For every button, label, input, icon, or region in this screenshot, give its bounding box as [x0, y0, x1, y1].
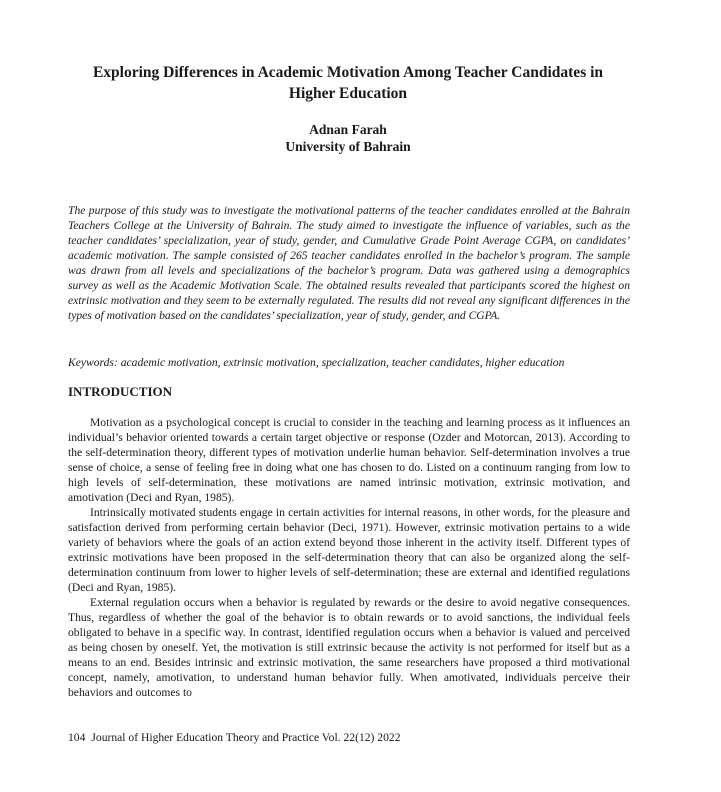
keywords: Keywords: academic motivation, extrinsic motivation, specialization, teacher candidates, higher education: [68, 356, 565, 369]
paper-title: [60, 62, 636, 104]
author-affiliation: University of Bahrain: [285, 139, 411, 154]
paper-title-line-2: Higher Education: [288, 85, 408, 102]
page-number: 104: [68, 731, 86, 744]
paper-title-line-1: Exploring Differences in Academic Motivation Among Teacher Candidates in: [92, 64, 604, 81]
body-paragraph-2: Intrinsically motivated students engage in certain activities for internal reasons, in other words, for the pleasure and satisfaction derived from performing certain behavior (Deci, 1971). However, extrinsic motivation pertains to a wide variety of behaviors where the goals of an action extend beyond those inherent in the activity itself. Different types of extrinsic motivations have been proposed in the self-determination theory that can also be organized along the self-determination continuum from lower to higher levels of self-determination; these are external and identified regulations (Deci and Ryan, 1985).: [68, 506, 630, 594]
author-block: [60, 121, 636, 155]
author-name: Adnan Farah: [309, 122, 387, 137]
section-heading: INTRODUCTION: [68, 384, 173, 399]
body-paragraph-3: External regulation occurs when a behavior is regulated by rewards or the desire to avoid negative consequences. Thus, regardless of whether the goal of the behavior is to obtain rewards or to avoid sanctions, the individual feels obligated to behave in a specific way. In contrast, identified regulation occurs when a behavior is valued and perceived as being chosen by oneself. Yet, the motivation is still extrinsic because the activity is not performed for itself but as a means to an end. Besides intrinsic and extrinsic motivation, the same researchers have proposed a third motivational concept, namely, amotivation, to understand human behavior fully. When amotivated, individuals perceive their behaviors and outcomes to: [68, 596, 630, 699]
body-text: [68, 415, 630, 700]
body-paragraph-1: Motivation as a psychological concept is crucial to consider in the teaching and learning process as it influences an individual’s behavior oriented towards a certain target objective or response (Ozder and Motorcan, 2013). According to the self-determination theory, different types of motivation underlie human behavior. Self-determination involves a true sense of choice, a sense of feeling free in doing what one has chosen to do. Listed on a continuum ranging from low to high levels of self-determination, these motivations are named intrinsic motivation, extrinsic motivation, and amotivation (Deci and Ryan, 1985).: [68, 416, 630, 504]
journal-citation: Journal of Higher Education Theory and Practice Vol. 22(12) 2022: [91, 731, 401, 744]
page-footer: [68, 730, 401, 745]
abstract: The purpose of this study was to investigate the motivational patterns of the teacher candidates enrolled at the Bahrain Teachers College at the University of Bahrain. The study aimed to investigate the influence of variables, such as the teacher candidates’ specialization, year of study, gender, and Cumulative Grade Point Average CGPA, on candidates’ academic motivation. The sample consisted of 265 teacher candidates enrolled in the bachelor’s program. The sample was drawn from all levels and specializations of the bachelor’s program. Data was gathered using a demographics survey as well as the Academic Motivation Scale. The obtained results revealed that participants scored the highest on extrinsic motivation and they seem to be externally regulated. The results did not reveal any significant differences in the types of motivation based on the candidates’ specialization, year of study, gender, and CGPA.: [68, 204, 630, 322]
